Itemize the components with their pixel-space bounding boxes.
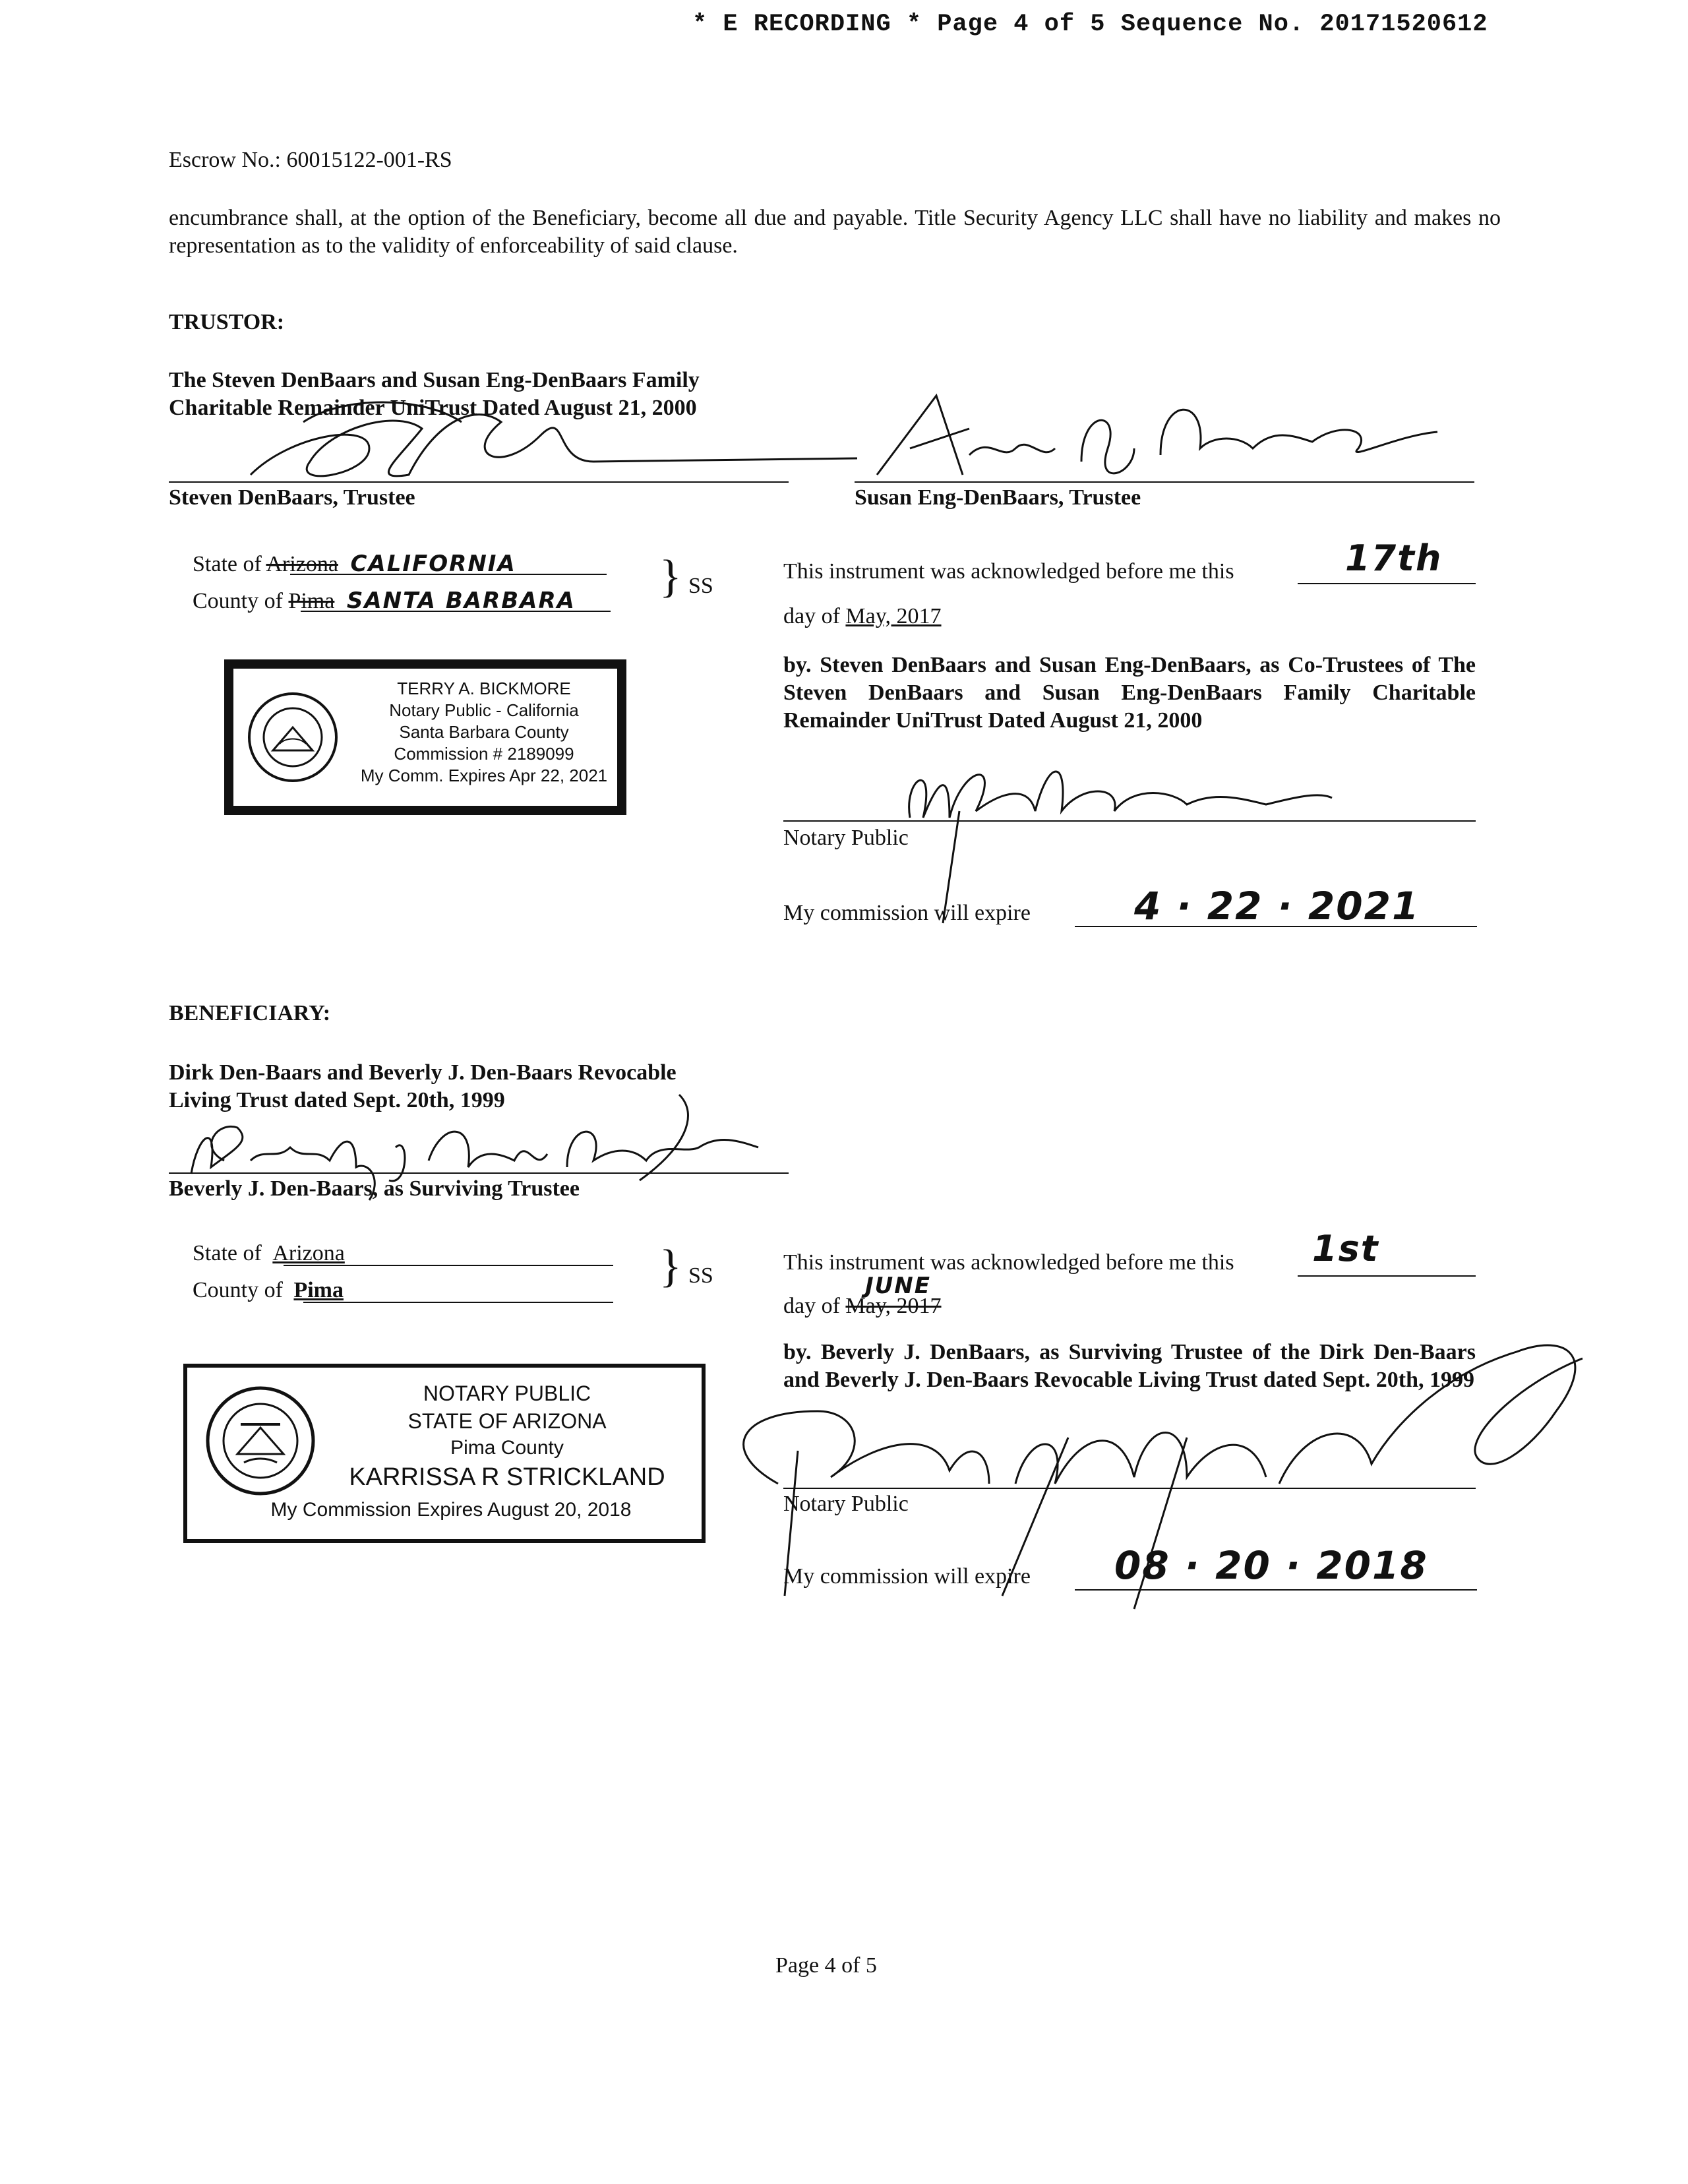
beneficiary-commission-rule: [1075, 1589, 1477, 1591]
beneficiary-brace: }: [659, 1241, 682, 1292]
stamp-expires: My Comm. Expires Apr 22, 2021: [360, 766, 608, 785]
california-stamp-text: [352, 678, 616, 787]
arizona-notary-stamp: [183, 1364, 706, 1543]
beneficiary-dayof-value: May, 2017: [845, 1294, 942, 1318]
page-footer: Page 4 of 5: [775, 1953, 877, 1978]
trustor-county-rule: [301, 611, 611, 612]
trustor-ack-rule: [1298, 583, 1476, 584]
trustor-notary-rule: [783, 820, 1476, 822]
beneficiary-notary-rule: [783, 1488, 1476, 1489]
stamp-line3: Pima County: [450, 1437, 564, 1459]
trustor-county-struck: Pima: [288, 589, 335, 613]
beneficiary-trust-name-line1: Dirk Den-Baars and Beverly J. Den-Baars Revocable: [169, 1060, 677, 1085]
stamp-name: TERRY A. BICKMORE: [397, 679, 571, 698]
stamp-title: Notary Public - California: [389, 700, 579, 720]
beneficiary-trust-name-line2: Living Trust dated Sept. 20th, 1999: [169, 1088, 505, 1112]
beneficiary-ack-rule: [1298, 1275, 1476, 1277]
beneficiary-state-line: [193, 1240, 345, 1267]
beneficiary-ack-prefix: This instrument was acknowledged before me this: [783, 1250, 1234, 1275]
trustor-state-label: State of: [193, 552, 262, 576]
beneficiary-state-value: Arizona: [272, 1241, 345, 1265]
california-seal-icon: [247, 691, 339, 783]
intro-paragraph: encumbrance shall, at the option of the Beneficiary, become all due and payable. Title Security Agency LLC shall have no liability and makes no representation as to the validity of enforceability of said clause.: [169, 206, 1501, 258]
trustor-state-rule: [290, 574, 607, 575]
susan-caption: Susan Eng-DenBaars, Trustee: [855, 485, 1141, 510]
trustor-heading: TRUSTOR:: [169, 310, 285, 334]
trustor-by-paragraph: by. Steven DenBaars and Susan Eng-DenBaars, as Co-Trustees of The Steven DenBaars and Susan Eng-DenBaars Family Charitable Remainder UniTrust Dated August 21, 2000: [783, 653, 1476, 733]
trustor-trust-name-line1: The Steven DenBaars and Susan Eng-DenBaars Family: [169, 368, 700, 392]
beneficiary-ack-day-handwritten: 1st: [1312, 1228, 1379, 1269]
trustor-ack-line: [783, 558, 1234, 586]
escrow-line: [169, 146, 452, 174]
trustor-notary-label: Notary Public: [783, 826, 909, 850]
stamp-line5: My Commission Expires August 20, 2018: [270, 1499, 632, 1521]
arizona-stamp-text: [319, 1380, 695, 1493]
trustor-dayof-line: [783, 603, 942, 630]
escrow-number: 60015122-001-RS: [286, 148, 452, 172]
beneficiary-dayof-handwritten: JUNE: [865, 1273, 931, 1299]
stamp-county: Santa Barbara County: [399, 722, 569, 742]
escrow-label: Escrow No.:: [169, 148, 281, 172]
trustor-commission-handwritten: 4 · 22 · 2021: [1134, 884, 1420, 928]
beneficiary-county-value: Pima: [293, 1278, 344, 1302]
beneficiary-ack-line: [783, 1249, 1234, 1277]
trustor-county-label: County of: [193, 589, 283, 613]
beneficiary-state-rule: [284, 1265, 613, 1266]
beneficiary-dayof-label: day of: [783, 1294, 840, 1318]
beneficiary-ss: SS: [688, 1263, 713, 1288]
trustor-commission-rule: [1075, 926, 1477, 927]
trustor-state-handwritten: CALIFORNIA: [350, 551, 516, 577]
susan-signature-line: [855, 481, 1474, 483]
california-notary-stamp: [224, 659, 626, 815]
trustor-state-struck: Arizona: [266, 552, 338, 576]
beneficiary-state-label: State of: [193, 1241, 262, 1265]
beneficiary-notary-label: Notary Public: [783, 1492, 909, 1516]
steven-caption: Steven DenBaars, Trustee: [169, 485, 415, 510]
beneficiary-commission-label: My commission will expire: [783, 1564, 1031, 1589]
recording-header: * E RECORDING * Page 4 of 5 Sequence No. 20171520612: [692, 11, 1488, 38]
beneficiary-by-paragraph: by. Beverly J. DenBaars, as Surviving Trustee of the Dirk Den-Baars and Beverly J. Den-Baars Revocable Living Trust dated Sept. 20th, 1999: [783, 1340, 1476, 1392]
trustor-commission-label: My commission will expire: [783, 901, 1031, 925]
trustor-ack-prefix: This instrument was acknowledged before me this: [783, 559, 1234, 584]
steven-signature-line: [169, 481, 789, 483]
beneficiary-heading: BENEFICIARY:: [169, 1001, 331, 1025]
stamp-commission: Commission # 2189099: [394, 744, 574, 764]
beneficiary-county-line: [193, 1277, 344, 1304]
stamp-line4: KARRISSA R STRICKLAND: [349, 1463, 665, 1491]
stamp-line2: STATE OF ARIZONA: [407, 1409, 607, 1433]
arizona-seal-icon: [204, 1385, 316, 1497]
trustor-ack-day-handwritten: 17th: [1345, 537, 1443, 579]
stamp-line1: NOTARY PUBLIC: [423, 1381, 591, 1405]
trustor-dayof-value: May, 2017: [845, 604, 942, 628]
beverly-signature-line: [169, 1172, 789, 1174]
beneficiary-commission-handwritten: 08 · 20 · 2018: [1114, 1543, 1428, 1588]
beverly-caption: Beverly J. Den-Baars, as Surviving Trustee: [169, 1176, 580, 1201]
trustor-dayof-label: day of: [783, 604, 840, 628]
trustor-trust-name-line2: Charitable Remainder UniTrust Dated August 21, 2000: [169, 396, 697, 420]
beneficiary-county-rule: [303, 1302, 613, 1303]
beneficiary-county-label: County of: [193, 1278, 283, 1302]
trustor-county-handwritten: SANTA BARBARA: [346, 588, 576, 614]
trustor-brace: }: [659, 551, 682, 602]
trustor-ss: SS: [688, 574, 713, 598]
strickland-signature: [0, 0, 1, 1]
